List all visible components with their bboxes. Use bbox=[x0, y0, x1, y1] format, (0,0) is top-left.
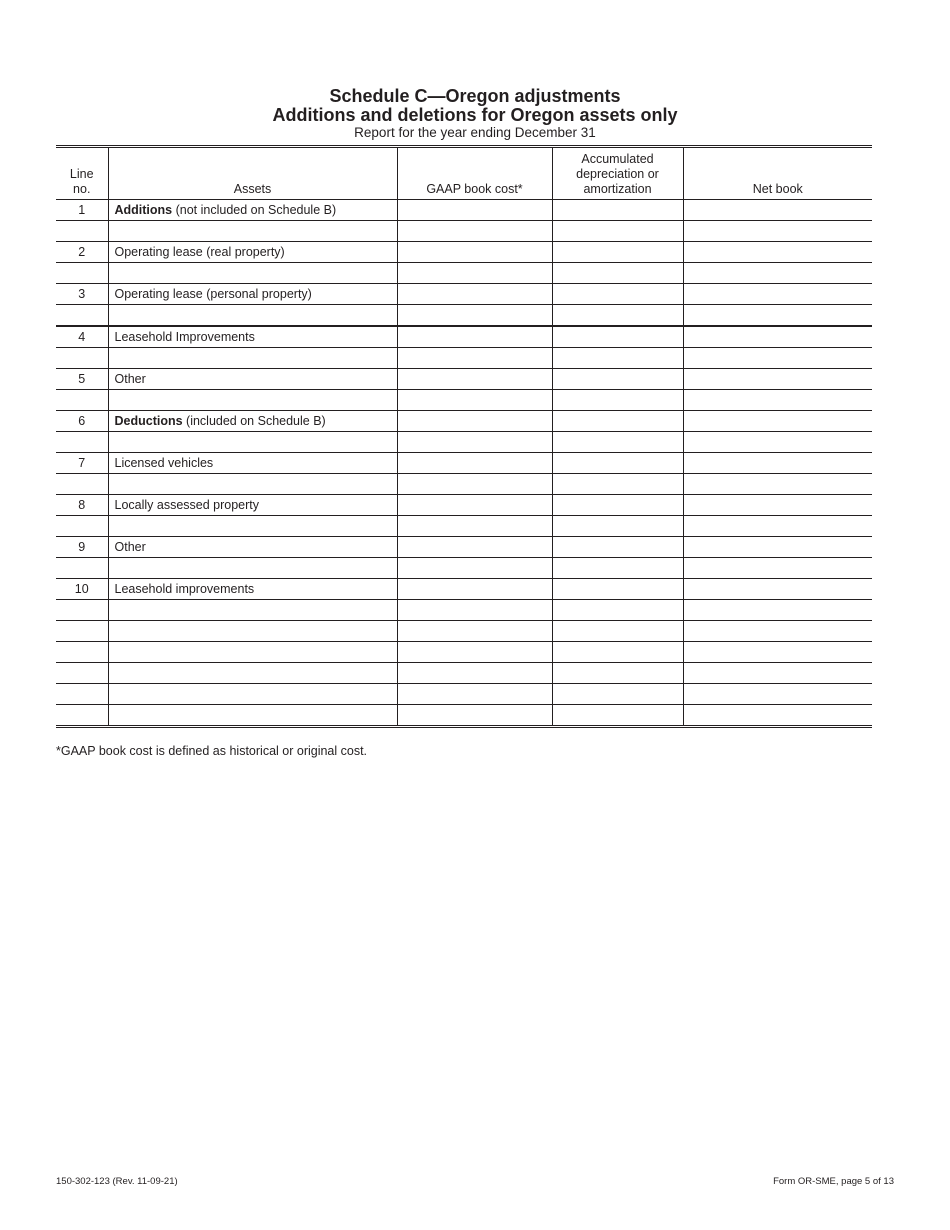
gaap-book-cost-cell[interactable] bbox=[397, 411, 552, 432]
asset-label bbox=[108, 305, 397, 327]
table-row bbox=[56, 284, 872, 305]
accumulated-depreciation-cell[interactable] bbox=[552, 663, 683, 684]
table-row bbox=[56, 390, 872, 411]
line-number bbox=[56, 558, 108, 579]
net-book-cell[interactable] bbox=[683, 242, 872, 263]
line-number bbox=[56, 221, 108, 242]
asset-label bbox=[108, 326, 397, 348]
accumulated-depreciation-cell[interactable] bbox=[552, 200, 683, 221]
table-row bbox=[56, 663, 872, 684]
asset-label-text: Operating lease (personal property) bbox=[114, 287, 312, 301]
line-number bbox=[56, 663, 108, 684]
net-book-cell[interactable] bbox=[683, 284, 872, 305]
line-number bbox=[56, 516, 108, 537]
table-row bbox=[56, 579, 872, 600]
line-number: 2 bbox=[56, 242, 108, 263]
line-number bbox=[56, 432, 108, 453]
table-row bbox=[56, 600, 872, 621]
table-row bbox=[56, 684, 872, 705]
line-number: 3 bbox=[56, 284, 108, 305]
gaap-book-cost-cell[interactable] bbox=[397, 579, 552, 600]
gaap-book-cost-cell[interactable] bbox=[397, 558, 552, 579]
asset-label bbox=[108, 263, 397, 284]
line-number bbox=[56, 600, 108, 621]
asset-label bbox=[108, 705, 397, 727]
accumulated-depreciation-cell[interactable] bbox=[552, 390, 683, 411]
table-row bbox=[56, 369, 872, 390]
table-row bbox=[56, 200, 872, 221]
line-number: 1 bbox=[56, 200, 108, 221]
net-book-cell[interactable] bbox=[683, 705, 872, 727]
report-period: Report for the year ending December 31 bbox=[354, 125, 596, 140]
table-row bbox=[56, 348, 872, 369]
asset-label-text: Locally assessed property bbox=[114, 498, 260, 512]
net-book-cell[interactable] bbox=[683, 600, 872, 621]
line-number bbox=[56, 348, 108, 369]
net-book-cell[interactable] bbox=[683, 390, 872, 411]
accumulated-depreciation-cell[interactable] bbox=[552, 516, 683, 537]
net-book-cell[interactable] bbox=[683, 474, 872, 495]
asset-label-text: Other bbox=[114, 372, 146, 386]
table-row bbox=[56, 705, 872, 727]
form-id: 150-302-123 (Rev. 11-09-21) bbox=[56, 1176, 178, 1187]
table-header-row bbox=[56, 147, 872, 200]
line-number: 10 bbox=[56, 579, 108, 600]
col-header-line-no: Line no. bbox=[56, 147, 108, 200]
line-number bbox=[56, 263, 108, 284]
table-body bbox=[56, 200, 872, 727]
gaap-book-cost-cell[interactable] bbox=[397, 600, 552, 621]
asset-label bbox=[108, 579, 397, 600]
gaap-book-cost-cell[interactable] bbox=[397, 305, 552, 327]
table-row bbox=[56, 263, 872, 284]
line-number: 4 bbox=[56, 326, 108, 348]
gaap-book-cost-cell[interactable] bbox=[397, 642, 552, 663]
gaap-book-cost-cell[interactable] bbox=[397, 537, 552, 558]
gaap-book-cost-cell[interactable] bbox=[397, 495, 552, 516]
col-header-net-book: Net book bbox=[683, 147, 872, 200]
gaap-book-cost-cell[interactable] bbox=[397, 516, 552, 537]
table-row bbox=[56, 453, 872, 474]
accumulated-depreciation-cell[interactable] bbox=[552, 284, 683, 305]
accumulated-depreciation-cell[interactable] bbox=[552, 642, 683, 663]
page-subtitle: Additions and deletions for Oregon assets only bbox=[272, 105, 678, 125]
accumulated-depreciation-cell[interactable] bbox=[552, 558, 683, 579]
asset-label bbox=[108, 621, 397, 642]
asset-label bbox=[108, 411, 397, 432]
line-number bbox=[56, 642, 108, 663]
table-row bbox=[56, 326, 872, 348]
gaap-book-cost-cell[interactable] bbox=[397, 453, 552, 474]
table-row bbox=[56, 642, 872, 663]
asset-label-text: (not included on Schedule B) bbox=[172, 203, 337, 217]
net-book-cell[interactable] bbox=[683, 453, 872, 474]
col-header-accumulated-depreciation: Accumulated depreciation or amortization bbox=[552, 147, 683, 200]
accumulated-depreciation-cell[interactable] bbox=[552, 305, 683, 327]
asset-label bbox=[108, 221, 397, 242]
net-book-cell[interactable] bbox=[683, 558, 872, 579]
net-book-cell[interactable] bbox=[683, 684, 872, 705]
gaap-book-cost-cell[interactable] bbox=[397, 474, 552, 495]
asset-label bbox=[108, 642, 397, 663]
table-row bbox=[56, 305, 872, 327]
line-number: 7 bbox=[56, 453, 108, 474]
gaap-book-cost-cell[interactable] bbox=[397, 369, 552, 390]
gaap-book-cost-cell[interactable] bbox=[397, 200, 552, 221]
table-row bbox=[56, 558, 872, 579]
table-row bbox=[56, 495, 872, 516]
accumulated-depreciation-cell[interactable] bbox=[552, 537, 683, 558]
table-row bbox=[56, 516, 872, 537]
accumulated-depreciation-cell[interactable] bbox=[552, 411, 683, 432]
asset-label bbox=[108, 516, 397, 537]
accumulated-depreciation-cell[interactable] bbox=[552, 369, 683, 390]
accumulated-depreciation-cell[interactable] bbox=[552, 621, 683, 642]
net-book-cell[interactable] bbox=[683, 263, 872, 284]
accumulated-depreciation-cell[interactable] bbox=[552, 326, 683, 348]
line-number bbox=[56, 621, 108, 642]
net-book-cell[interactable] bbox=[683, 432, 872, 453]
net-book-cell[interactable] bbox=[683, 326, 872, 348]
asset-label-text: Leasehold Improvements bbox=[114, 330, 255, 344]
asset-label bbox=[108, 390, 397, 411]
gaap-book-cost-cell[interactable] bbox=[397, 432, 552, 453]
gaap-book-cost-cell[interactable] bbox=[397, 621, 552, 642]
gaap-book-cost-cell[interactable] bbox=[397, 221, 552, 242]
line-number bbox=[56, 705, 108, 727]
accumulated-depreciation-cell[interactable] bbox=[552, 579, 683, 600]
table-row bbox=[56, 242, 872, 263]
col-header-assets: Assets bbox=[108, 147, 397, 200]
gaap-book-cost-cell[interactable] bbox=[397, 684, 552, 705]
page-title: Schedule C—Oregon adjustments bbox=[329, 86, 621, 106]
accumulated-depreciation-cell[interactable] bbox=[552, 348, 683, 369]
asset-label bbox=[108, 369, 397, 390]
gaap-book-cost-cell[interactable] bbox=[397, 663, 552, 684]
net-book-cell[interactable] bbox=[683, 495, 872, 516]
table-row bbox=[56, 432, 872, 453]
asset-label-bold: Deductions bbox=[114, 414, 183, 428]
accumulated-depreciation-cell[interactable] bbox=[552, 474, 683, 495]
page-info: Form OR-SME, page 5 of 13 bbox=[773, 1176, 894, 1187]
asset-label bbox=[108, 537, 397, 558]
gaap-book-cost-cell[interactable] bbox=[397, 348, 552, 369]
asset-label-text: (included on Schedule B) bbox=[182, 414, 326, 428]
net-book-cell[interactable] bbox=[683, 411, 872, 432]
asset-label bbox=[108, 474, 397, 495]
asset-label bbox=[108, 684, 397, 705]
net-book-cell[interactable] bbox=[683, 369, 872, 390]
line-number: 5 bbox=[56, 369, 108, 390]
accumulated-depreciation-cell[interactable] bbox=[552, 242, 683, 263]
accumulated-depreciation-cell[interactable] bbox=[552, 705, 683, 727]
schedule-c-table bbox=[56, 145, 872, 728]
asset-label bbox=[108, 558, 397, 579]
line-number bbox=[56, 474, 108, 495]
asset-label bbox=[108, 495, 397, 516]
asset-label bbox=[108, 432, 397, 453]
asset-label-text: Leasehold improvements bbox=[114, 582, 255, 596]
accumulated-depreciation-cell[interactable] bbox=[552, 432, 683, 453]
net-book-cell[interactable] bbox=[683, 663, 872, 684]
line-number bbox=[56, 390, 108, 411]
table-row bbox=[56, 221, 872, 242]
accumulated-depreciation-cell[interactable] bbox=[552, 453, 683, 474]
gaap-book-cost-cell[interactable] bbox=[397, 263, 552, 284]
col-header-gaap-book-cost: GAAP book cost* bbox=[397, 147, 552, 200]
table-row bbox=[56, 411, 872, 432]
gaap-book-cost-cell[interactable] bbox=[397, 705, 552, 727]
net-book-cell[interactable] bbox=[683, 642, 872, 663]
asset-label-bold: Additions bbox=[114, 203, 173, 217]
asset-label bbox=[108, 348, 397, 369]
net-book-cell[interactable] bbox=[683, 516, 872, 537]
asset-label bbox=[108, 600, 397, 621]
asset-label bbox=[108, 242, 397, 263]
accumulated-depreciation-cell[interactable] bbox=[552, 221, 683, 242]
accumulated-depreciation-cell[interactable] bbox=[552, 263, 683, 284]
table-row bbox=[56, 621, 872, 642]
net-book-cell[interactable] bbox=[683, 348, 872, 369]
gaap-book-cost-cell[interactable] bbox=[397, 326, 552, 348]
line-number bbox=[56, 684, 108, 705]
net-book-cell[interactable] bbox=[683, 221, 872, 242]
table-row bbox=[56, 474, 872, 495]
line-number: 6 bbox=[56, 411, 108, 432]
asset-label-text: Operating lease (real property) bbox=[114, 245, 285, 259]
accumulated-depreciation-cell[interactable] bbox=[552, 684, 683, 705]
line-number bbox=[56, 305, 108, 327]
schedule-c-table-container bbox=[56, 145, 872, 728]
net-book-cell[interactable] bbox=[683, 579, 872, 600]
net-book-cell[interactable] bbox=[683, 537, 872, 558]
asset-label bbox=[108, 200, 397, 221]
asset-label-text: Licensed vehicles bbox=[114, 456, 214, 470]
asset-label bbox=[108, 663, 397, 684]
asset-label bbox=[108, 453, 397, 474]
net-book-cell[interactable] bbox=[683, 621, 872, 642]
table-row bbox=[56, 537, 872, 558]
gaap-book-cost-cell[interactable] bbox=[397, 390, 552, 411]
line-number: 9 bbox=[56, 537, 108, 558]
gaap-book-cost-cell[interactable] bbox=[397, 284, 552, 305]
net-book-cell[interactable] bbox=[683, 305, 872, 327]
asset-label bbox=[108, 284, 397, 305]
accumulated-depreciation-cell[interactable] bbox=[552, 600, 683, 621]
gaap-book-cost-cell[interactable] bbox=[397, 242, 552, 263]
accumulated-depreciation-cell[interactable] bbox=[552, 495, 683, 516]
footnote: *GAAP book cost is defined as historical or original cost. bbox=[56, 744, 368, 758]
line-number: 8 bbox=[56, 495, 108, 516]
net-book-cell[interactable] bbox=[683, 200, 872, 221]
asset-label-text: Other bbox=[114, 540, 146, 554]
